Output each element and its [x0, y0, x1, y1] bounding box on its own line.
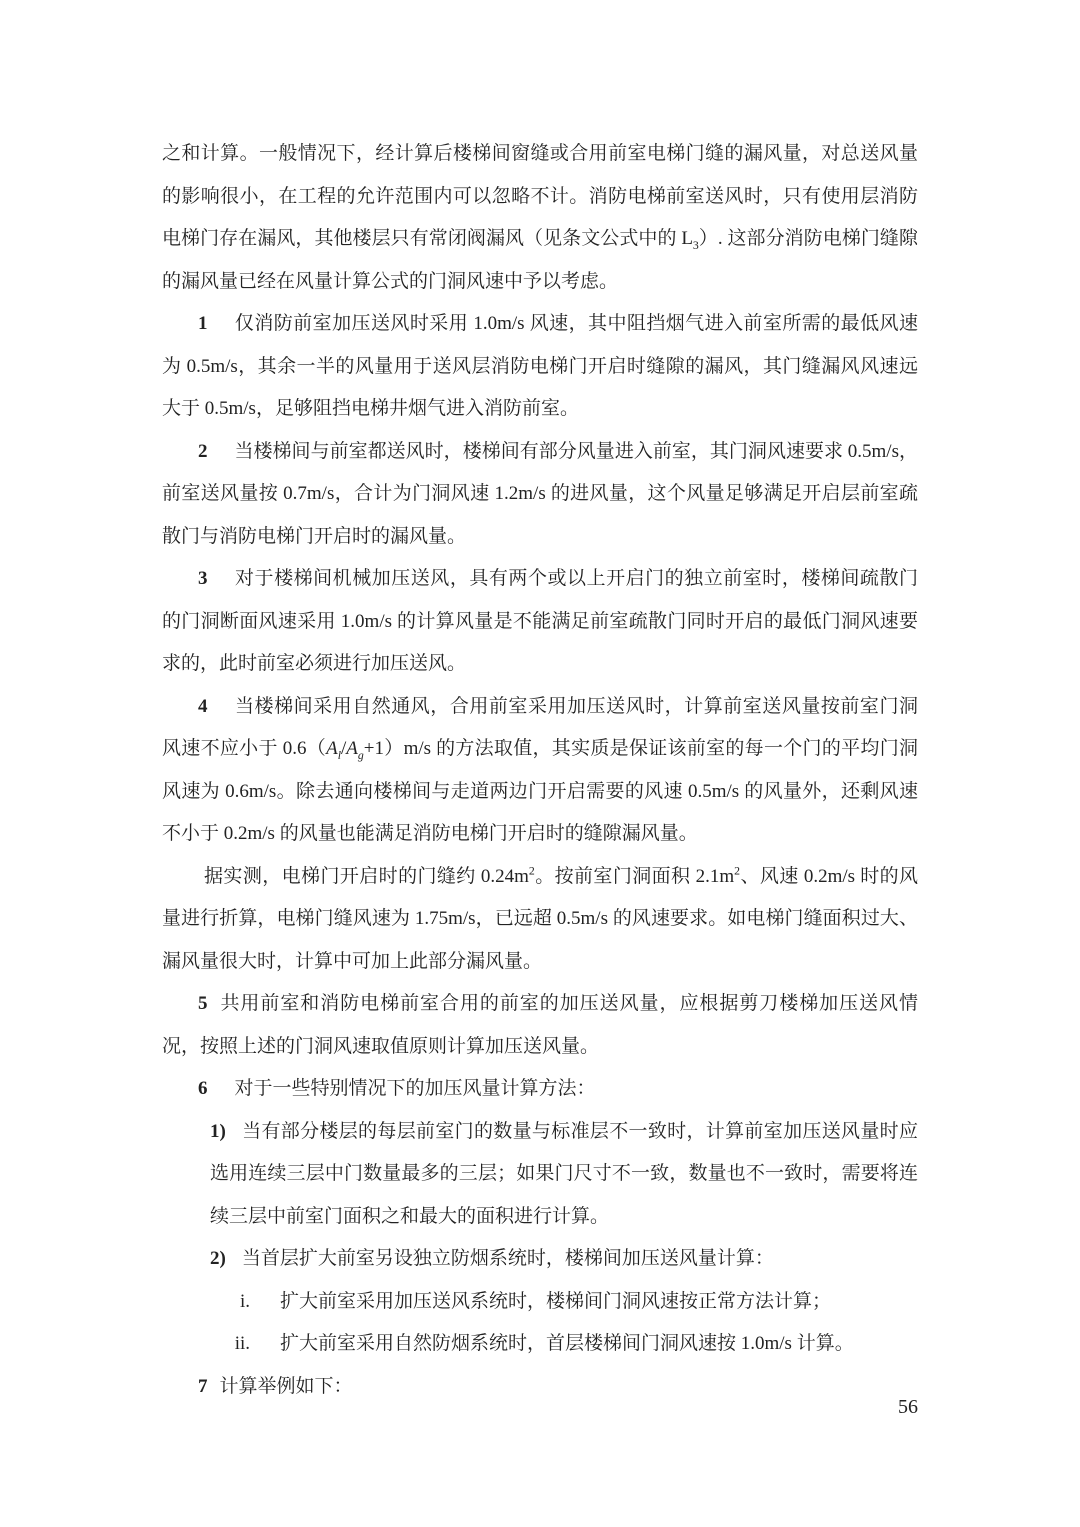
paragraph-continuation: [162, 133, 918, 303]
page-number: 56: [898, 1396, 918, 1418]
numbered-clause-6: [162, 1068, 918, 1111]
roman-clause-text: 扩大前室采用自然防烟系统时，首层楼梯间门洞风速按 1.0m/s 计算。: [280, 1333, 854, 1354]
sub-clause-text: 当首层扩大前室另设独立防烟系统时，楼梯间加压送风量计算：: [241, 1248, 774, 1269]
clause-number: 2: [198, 440, 208, 462]
clause-text: 对于一些特别情况下的加压风量计算方法：: [234, 1078, 596, 1099]
numbered-clause-2: [162, 431, 918, 559]
paragraph-measured-leakage: [162, 856, 918, 984]
clause-text: 当楼梯间与前室都送风时，楼梯间有部分风量进入前室，其门洞风速要求 0.5m/s，前室送风量按 0.7m/s，合计为门洞风速 1.2m/s 的进风量，这个风量足够满足开启层前室疏散门与消防电梯门开启时的漏风量。: [162, 440, 918, 547]
clause-number: 7: [198, 1375, 208, 1397]
sub-clause-2: [210, 1238, 918, 1281]
clause-text: 共用前室和消防电梯前室合用的前室的加压送风量，应根据剪刀楼梯加压送风情况，按照上述的门洞风速取值原则计算加压送风量。: [162, 993, 918, 1057]
roman-clause-ii: [202, 1323, 918, 1366]
clause-text: 仅消防前室加压送风时采用 1.0m/s 风速，其中阻挡烟气进入前室所需的最低风速为 0.5m/s，其余一半的风量用于送风层消防电梯门开启时缝隙的漏风，其门缝漏风风速远大于 0.5m/s，足够阻挡电梯井烟气进入消防前室。: [162, 313, 918, 419]
roman-clause-i: [202, 1281, 918, 1324]
sub-clause-1: [210, 1111, 918, 1239]
roman-clause-number: i.: [239, 1290, 250, 1312]
sub-clause-number: 1): [210, 1120, 226, 1142]
paragraph-text: 据实测，电梯门开启时的门缝约 $0.24m^2$。按前室门洞面积 $2.1m^2$、风速 0.2m/s 时的风量进行折算，电梯门缝风速为 1.75m/s，已远超 0.5m/s 的风速要求。如电梯门缝面积过大、漏风量很大时，计算中可加上此部分漏风量。: [162, 864, 919, 972]
clause-text: 当楼梯间采用自然通风，合用前室采用加压送风时，计算前室送风量按前室门洞风速不应小于 $0.6(A_l/A_g+1)m/s$ 的方法取值，其实质是保证该前室的每一个门的平均门洞风速为 0.6m/s。除去通向楼梯间与走道两边门开启需要的风速 0.5m/s 的风量外，还剩风速不小于 0.2m/s 的风量也能满足消防电梯门开启时的缝隙漏风量。: [162, 695, 918, 844]
roman-clause-number: ii.: [234, 1333, 250, 1354]
paragraph-text: 之和计算。一般情况下，经计算后楼梯间窗缝或合用前室电梯门缝的漏风量，对总送风量的影响很小，在工程的允许范围内可以忽略不计。消防电梯前室送风时，只有使用层消防电梯门存在漏风，其他楼层只有常闭阀漏风（见条文公式中的 $L_3$）. 这部分消防电梯门缝隙的漏风量已经在风量计算公式的门洞风速中予以考虑。: [162, 143, 918, 292]
numbered-clause-1: [162, 303, 918, 431]
clause-number: 1: [198, 313, 208, 334]
numbered-clause-7: [162, 1366, 918, 1409]
clause-number: 5: [198, 993, 208, 1014]
sub-clause-text: 当有部分楼层的每层前室门的数量与标准层不一致时，计算前室加压送风量时应选用连续三层中门数量最多的三层；如果门尺寸不一致，数量也不一致时，需要将连续三层中前室门面积之和最大的面积进行计算。: [210, 1120, 918, 1227]
roman-clause-text: 扩大前室采用加压送风系统时，楼梯间门洞风速按正常方法计算；: [280, 1290, 832, 1312]
numbered-clause-4: [162, 686, 918, 856]
clause-number: 3: [198, 568, 208, 589]
page-content: [162, 133, 918, 1408]
clause-text: 计算举例如下：: [219, 1375, 353, 1397]
clause-number: 4: [198, 695, 208, 717]
clause-text: 对于楼梯间机械加压送风，具有两个或以上开启门的独立前室时，楼梯间疏散门的门洞断面风速采用 1.0m/s 的计算风量是不能满足前室疏散门同时开启的最低门洞风速要求的，此时前室必须进行加压送风。: [162, 568, 918, 674]
numbered-clause-5: [162, 983, 918, 1068]
sub-clause-number: 2): [210, 1248, 226, 1269]
numbered-clause-3: [162, 558, 918, 686]
clause-number: 6: [198, 1078, 208, 1099]
